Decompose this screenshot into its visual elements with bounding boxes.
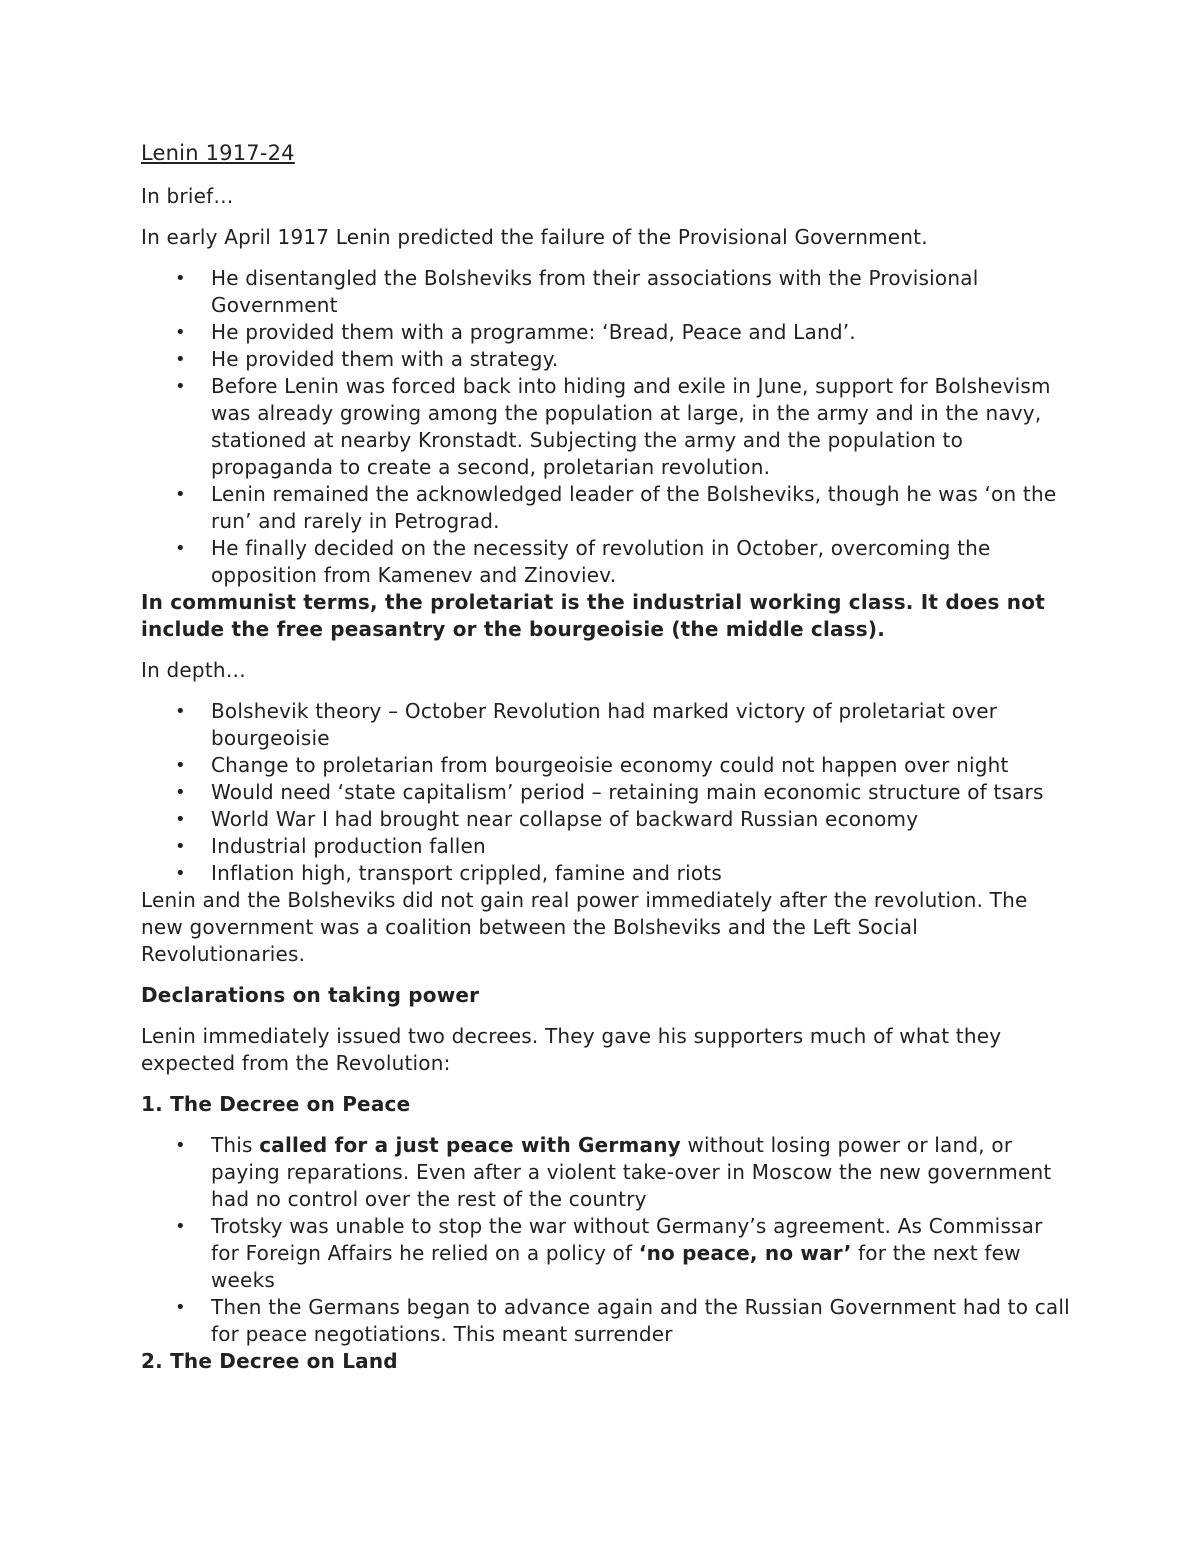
bullet-icon: • [175, 809, 186, 830]
list-item-text: He finally decided on the necessity of revolution in October, overcoming the opposition from Kamenev and Zinoviev. [211, 536, 991, 587]
list-item-text: He provided them with a strategy. [211, 347, 559, 371]
bullet-icon: • [175, 782, 186, 803]
list-item [141, 1132, 1071, 1213]
list-item-text: Bolshevik theory – October Revolution had marked victory of proletariat over bourgeoisie [211, 699, 998, 750]
coalition-paragraph: Lenin and the Bolsheviks did not gain real power immediately after the revolution. The new government was a coalition between the Bolsheviks and the Left Social Revolutionaries. [141, 888, 1028, 966]
list-item [141, 833, 1071, 860]
bullet-icon: • [175, 1297, 186, 1318]
list-item [141, 806, 1071, 833]
bullet-icon: • [175, 1216, 186, 1237]
list-item [141, 779, 1071, 806]
declarations-heading: Declarations on taking power [141, 983, 480, 1007]
list-item [141, 535, 1071, 589]
decree-peace-heading: 1. The Decree on Peace [141, 1092, 411, 1116]
list-item [141, 1294, 1071, 1348]
list-item [141, 752, 1071, 779]
bullet-icon: • [175, 322, 186, 343]
in-brief-label: In brief… [141, 184, 234, 208]
list-item-text-pre: Trotsky was unable to stop the war without Germany’s agreement. As Commissar for Foreign Affairs he relied on a policy of [211, 1214, 1043, 1265]
list-item-text-emphasis: ‘no peace, no war’ [638, 1241, 852, 1265]
document-title: Lenin 1917-24 [141, 141, 295, 165]
proletariat-definition: In communist terms, the proletariat is the industrial working class. It does not include the free peasantry or the bourgeoisie (the middle class). [141, 590, 1045, 641]
list-item-text: He disentangled the Bolsheviks from their associations with the Provisional Government [211, 266, 979, 317]
decree-peace-bullet-list [141, 1132, 1071, 1348]
brief-bullet-list [141, 265, 1071, 589]
list-item [141, 319, 1071, 346]
list-item [141, 1213, 1071, 1294]
list-item [141, 860, 1071, 887]
list-item [141, 481, 1071, 535]
list-item [141, 373, 1071, 481]
bullet-icon: • [175, 836, 186, 857]
list-item-text: Inflation high, transport crippled, famine and riots [211, 861, 722, 885]
list-item-text-post: without losing power or land, or paying reparations. Even after a violent take-over in Moscow the new government had no control over the rest of the country [211, 1133, 1052, 1211]
bullet-icon: • [175, 538, 186, 559]
bullet-icon: • [175, 701, 186, 722]
declarations-paragraph: Lenin immediately issued two decrees. They gave his supporters much of what they expected from the Revolution: [141, 1024, 1002, 1075]
list-item-text: Industrial production fallen [211, 834, 486, 858]
list-item-text-pre: This [211, 1133, 260, 1157]
list-item [141, 265, 1071, 319]
list-item-text: Would need ‘state capitalism’ period – retaining main economic structure of tsars [211, 780, 1044, 804]
list-item-text: Change to proletarian from bourgeoisie economy could not happen over night [211, 753, 1009, 777]
list-item-text: Lenin remained the acknowledged leader of the Bolsheviks, though he was ‘on the run’ and rarely in Petrograd. [211, 482, 1057, 533]
list-item-text-post: for the next few weeks [211, 1241, 1021, 1292]
lead-paragraph: In early April 1917 Lenin predicted the failure of the Provisional Government. [141, 225, 928, 249]
list-item-text: Then the Germans began to advance again and the Russian Government had to call for peace negotiations. This meant surrender [211, 1295, 1070, 1346]
list-item-text: Before Lenin was forced back into hiding and exile in June, support for Bolshevism was already growing among the population at large, in the army and in the navy, stationed at nearby Kronstadt. Subjecting the army and the population to propaganda to create a second, proletarian revolution. [211, 374, 1051, 479]
in-depth-label: In depth… [141, 658, 246, 682]
bullet-icon: • [175, 1135, 186, 1156]
list-item-text: He provided them with a programme: ‘Bread, Peace and Land’. [211, 320, 856, 344]
document-body [141, 140, 1071, 1375]
decree-land-heading: 2. The Decree on Land [141, 1349, 398, 1373]
bullet-icon: • [175, 268, 186, 289]
list-item-text-emphasis: called for a just peace with Germany [259, 1133, 681, 1157]
bullet-icon: • [175, 349, 186, 370]
depth-bullet-list [141, 698, 1071, 887]
bullet-icon: • [175, 484, 186, 505]
list-item-text: World War I had brought near collapse of backward Russian economy [211, 807, 919, 831]
bullet-icon: • [175, 755, 186, 776]
list-item [141, 698, 1071, 752]
bullet-icon: • [175, 863, 186, 884]
bullet-icon: • [175, 376, 186, 397]
list-item [141, 346, 1071, 373]
